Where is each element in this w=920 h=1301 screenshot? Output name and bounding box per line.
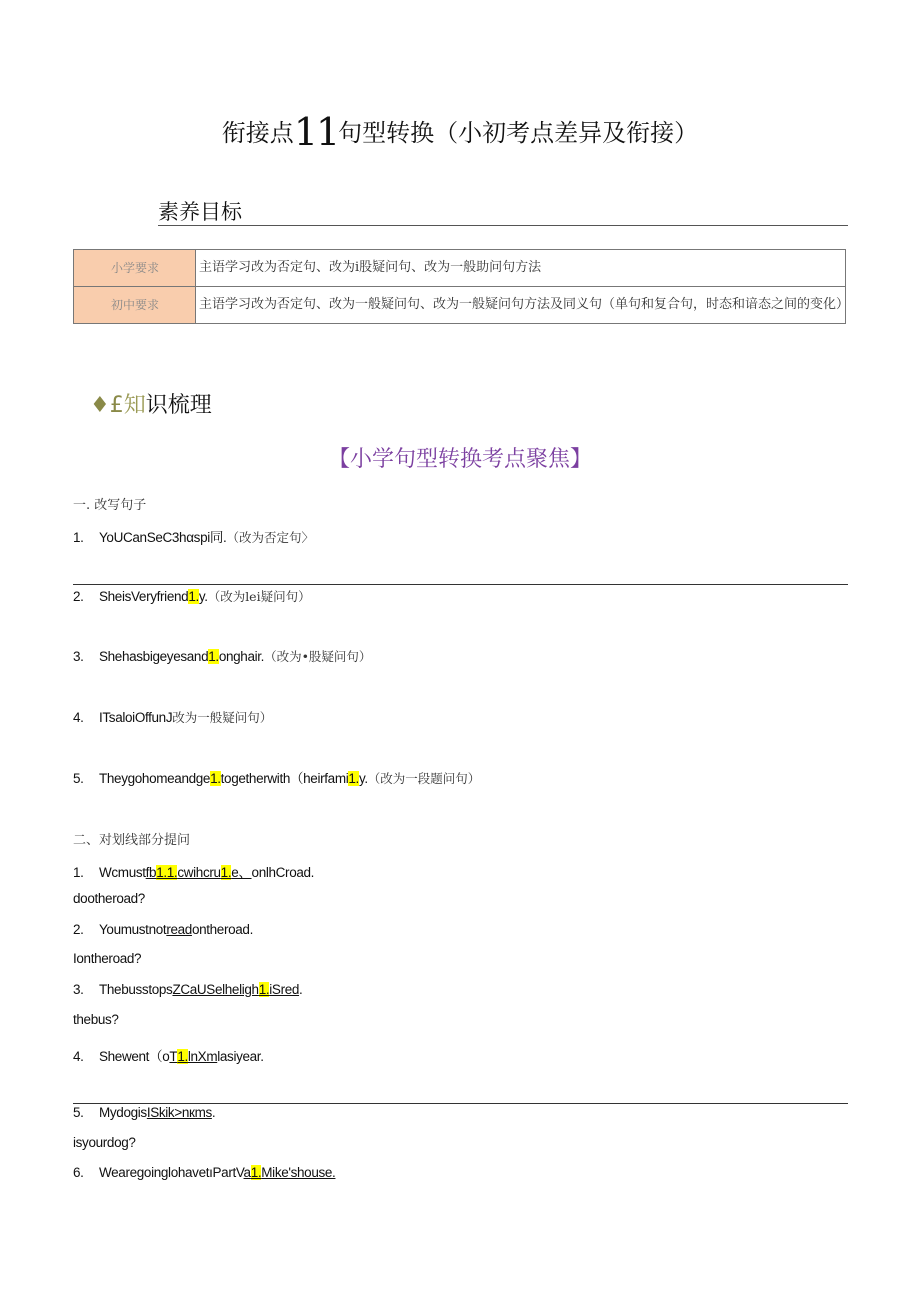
sentence-text: y. <box>198 589 208 604</box>
sentence-text: Wcmust <box>99 865 146 880</box>
sentence-text: . <box>211 1105 216 1120</box>
section-heading-goals: 素养目标 <box>158 200 242 224</box>
list-item <box>73 1165 335 1180</box>
sentence-text: WearegoinglohavetıPartV <box>99 1165 244 1180</box>
list-item <box>73 708 272 726</box>
instruction-text: （改为•股疑问句） <box>264 649 372 664</box>
title-number: 11 <box>293 110 339 154</box>
sentence-text: SheisVeryfriend <box>99 589 189 604</box>
list-item <box>73 1105 215 1120</box>
underlined-text: Mike'shouse. <box>261 1165 336 1180</box>
highlighted-text: 1. <box>208 649 219 664</box>
requirement-text: 主语学习改为否定句、改为一般疑问句、改为一般疑问句方法及同义句（单句和复合句，时态和谙态之间的变化） <box>196 287 846 324</box>
table-row <box>74 287 846 324</box>
answer-stem: Iontheroad? <box>73 951 142 966</box>
highlighted-text: 1. <box>258 982 270 997</box>
list-item <box>73 982 302 997</box>
underlined-text: ISkik>nкms <box>146 1105 212 1120</box>
part-heading-rewrite: 一. 改写句子 <box>73 498 147 513</box>
item-number: 2. <box>73 922 84 937</box>
item-number: 5. <box>73 771 84 786</box>
section-divider <box>158 225 848 226</box>
sentence-text: ITsaloiOffunJ <box>99 710 173 725</box>
item-number: 4. <box>73 1049 84 1064</box>
answer-line <box>73 584 848 585</box>
item-number: 2. <box>73 589 84 604</box>
highlighted-text: 1. <box>220 865 232 880</box>
instruction-text: （改为一段题问句） <box>367 771 481 786</box>
list-item <box>73 922 253 937</box>
item-number: 4. <box>73 710 84 725</box>
underlined-text: read <box>166 922 192 937</box>
item-number: 5. <box>73 1105 84 1120</box>
item-number: 3. <box>73 982 84 997</box>
highlighted-text: 1. <box>348 771 359 786</box>
part-heading-questions: 二、对划线部分提问 <box>73 833 191 848</box>
sentence-text: Thebusstops <box>99 982 173 997</box>
sentence-text: Shehasbigeyesand <box>99 649 209 664</box>
item-number: 1. <box>73 530 84 545</box>
highlighted-text: 1.1. <box>156 865 178 880</box>
answer-line <box>73 1103 848 1104</box>
section-heading-knowledge <box>90 388 212 419</box>
sentence-text: lasiyear. <box>217 1049 264 1064</box>
sentence-text: onlhCroad. <box>251 865 315 880</box>
instruction-text: 改为一般疑问句） <box>172 710 273 725</box>
instruction-text: （改为lei疑问句） <box>207 589 311 604</box>
sentence-text: togetherwith（heirfami <box>220 771 349 786</box>
list-item <box>73 526 314 546</box>
highlighted-text: 1. <box>210 771 221 786</box>
list-item <box>73 587 311 605</box>
underlined-text: fb <box>145 865 157 880</box>
underlined-text: ZCaUSelheligh <box>172 982 259 997</box>
item-number: 3. <box>73 649 84 664</box>
list-item <box>73 1045 264 1065</box>
underlined-text: iSred <box>269 982 300 997</box>
answer-stem: dootheroad? <box>73 891 145 906</box>
highlighted-text: 1. <box>250 1165 262 1180</box>
knowledge-prefix: ♦£ <box>90 393 124 418</box>
answer-stem: isyourdog? <box>73 1135 136 1150</box>
underlined-text: a <box>243 1165 251 1180</box>
sentence-text: Youmustnot <box>99 922 167 937</box>
underlined-text: T <box>169 1049 178 1064</box>
sentence-text: Mydogis <box>99 1105 147 1120</box>
focus-title: 【小学句型转换考点聚焦】 <box>327 447 592 472</box>
knowledge-rest: 识梳理 <box>145 393 212 418</box>
requirements-table <box>73 249 850 324</box>
sentence-text: onghair. <box>218 649 265 664</box>
sentence-text: Theygohomeandge <box>99 771 211 786</box>
underlined-text: lnXm <box>187 1049 218 1064</box>
title-prefix: 衔接点 <box>221 119 294 147</box>
highlighted-text: 1. <box>188 589 199 604</box>
knowledge-zhi: 知 <box>123 393 146 418</box>
sentence-text: ontheroad. <box>191 922 253 937</box>
title-suffix: 句型转换（小初考点差异及衔接） <box>338 119 699 147</box>
highlighted-text: 1. <box>177 1049 188 1064</box>
document-title <box>0 110 920 154</box>
requirement-text: 主语学习改为否定句、改为i股疑问句、改为一般助问句方法 <box>196 250 846 287</box>
answer-stem: thebus? <box>73 1012 119 1027</box>
sentence-text: . <box>299 982 303 997</box>
sentence-text: Shewent（o <box>99 1049 170 1064</box>
list-item <box>73 861 314 881</box>
underlined-text: e、 <box>231 865 252 880</box>
requirement-label: 小学要求 <box>74 250 196 287</box>
instruction-text: （改为否定句〉 <box>226 530 314 545</box>
item-number: 6. <box>73 1165 84 1180</box>
requirement-label: 初中要求 <box>74 287 196 324</box>
underlined-text: cwihcru <box>177 865 221 880</box>
sentence-text: y. <box>358 771 368 786</box>
table-row <box>74 250 846 287</box>
sentence-text: YoUCanSeC3hαspi同. <box>99 530 227 545</box>
list-item <box>73 767 480 787</box>
list-item <box>73 647 371 665</box>
item-number: 1. <box>73 865 84 880</box>
